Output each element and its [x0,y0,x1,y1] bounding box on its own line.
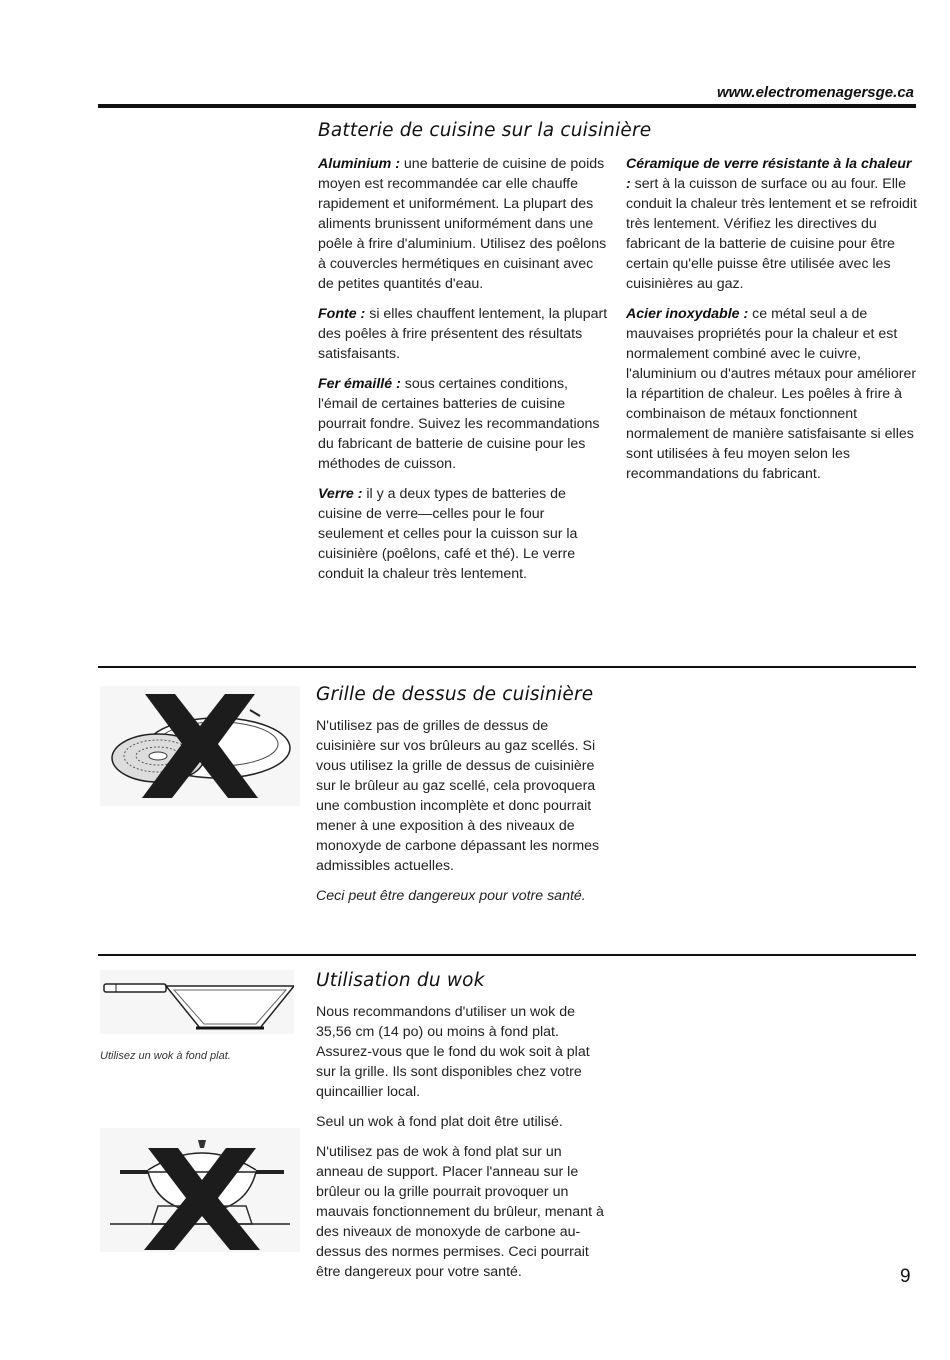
section-title-cookware: Batterie de cuisine sur la cuisinière [318,120,652,141]
term-acier: Acier inoxydable : [626,306,749,322]
paragraph-aluminium [318,154,610,294]
wok-paragraph-1: Nous recommandons d'utiliser un wok de 35,56 cm (14 po) ou moins à fond plat. Assurez-vous que le fond du wok soit à plat sur la grille. Ils sont disponibles chez votre quincaillier local. [316,1004,590,1100]
section-rule-griddle [98,666,916,668]
page-number: 9 [900,1266,911,1287]
term-fonte: Fonte : [318,306,366,322]
flat-bottom-wok-icon [100,970,294,1034]
website-url[interactable]: www.electromenagersge.ca [716,84,914,101]
section-title-wok: Utilisation du wok [316,970,485,991]
section-title-griddle: Grille de dessus de cuisinière [316,684,594,705]
wok-paragraph-3: N'utilisez pas de wok à fond plat sur un anneau de support. Placer l'anneau sur le brûleur ou la grille pourrait provoquer un mauvais fonctionnement du brûleur, menant à des niveaux de monoxyde de carbone au-dessus des normes permises. Ceci pourrait être dangereux pour votre santé. [316,1144,604,1280]
paragraph-fonte [318,304,610,364]
term-ceramique: Céramique de verre résistante à la chaleur : [626,156,912,192]
term-aluminium: Aluminium : [318,156,400,172]
header-rule [98,104,916,108]
wok-caption: Utilisez un wok à fond plat. [100,1050,231,1062]
text-fonte: si elles chauffent lentement, la plupart des poêles à frire présentent des résultats satisfaisants. [318,306,608,362]
text-fer-emaille: sous certaines conditions, l'émail de certaines batteries de cuisine pourrait fondre. Suivez les recommandations du fabricant de batterie de cuisine pour les méthodes de cuisson. [318,376,600,472]
section-rule-wok [98,954,916,956]
griddle-warning: Ceci peut être dangereux pour votre santé. [316,888,586,904]
crossed-out-wok-on-ring-icon [100,1128,300,1252]
griddle-body: N'utilisez pas de grilles de dessus de cuisinière sur vos brûleurs au gaz scellés. Si vous utilisez la grille de dessus de cuisinière sur le brûleur au gaz scellé, cela provoquera une combustion incomplète et donc pourrait mener à une exposition à des niveaux de monoxyde de carbone dépassant les normes admissibles actuelles. [316,718,600,874]
wok-text-block [316,1002,610,1292]
cookware-left-column [318,154,610,594]
paragraph-verre [318,484,610,584]
crossed-out-griddle-icon [100,686,300,806]
text-verre: il y a deux types de batteries de cuisine de verre—celles pour le four seulement et celles pour la cuisson sur la cuisinière (poêlons, café et thé). Le verre conduit la chaleur très lentement. [318,486,578,582]
griddle-text-block [316,716,608,916]
paragraph-fer-emaille [318,374,610,474]
text-aluminium: une batterie de cuisine de poids moyen est recommandée car elle chauffe rapidement et uniformément. La plupart des aliments brunissent uniformément dans une poêle à frire d'aluminium. Utilisez des poêlons à couvercles hermétiques en cuisinant avec de petites quantités d'eau. [318,156,607,292]
paragraph-ceramique [626,154,920,294]
cookware-right-column [626,154,920,494]
wok-paragraph-2: Seul un wok à fond plat doit être utilisé. [316,1114,563,1130]
term-fer-emaille: Fer émaillé : [318,376,401,392]
text-ceramique: sert à la cuisson de surface ou au four. Elle conduit la chaleur très lentement et se refroidit très lentement. Vérifiez les directives du fabricant de la batterie de cuisine pour être certain qu'elle puisse être utilisée avec les cuisinières au gaz. [626,176,917,292]
term-verre: Verre : [318,486,363,502]
paragraph-acier [626,304,920,484]
text-acier: ce métal seul a de mauvaises propriétés pour la chaleur et est normalement combiné avec le cuivre, l'aluminium ou d'autres métaux pour améliorer la répartition de chaleur. Les poêles à frire à combinaison de métaux fonctionnent normalement de manière satisfaisante si elles sont utilisées à feu moyen selon les recommandations du fabricant. [626,306,917,482]
